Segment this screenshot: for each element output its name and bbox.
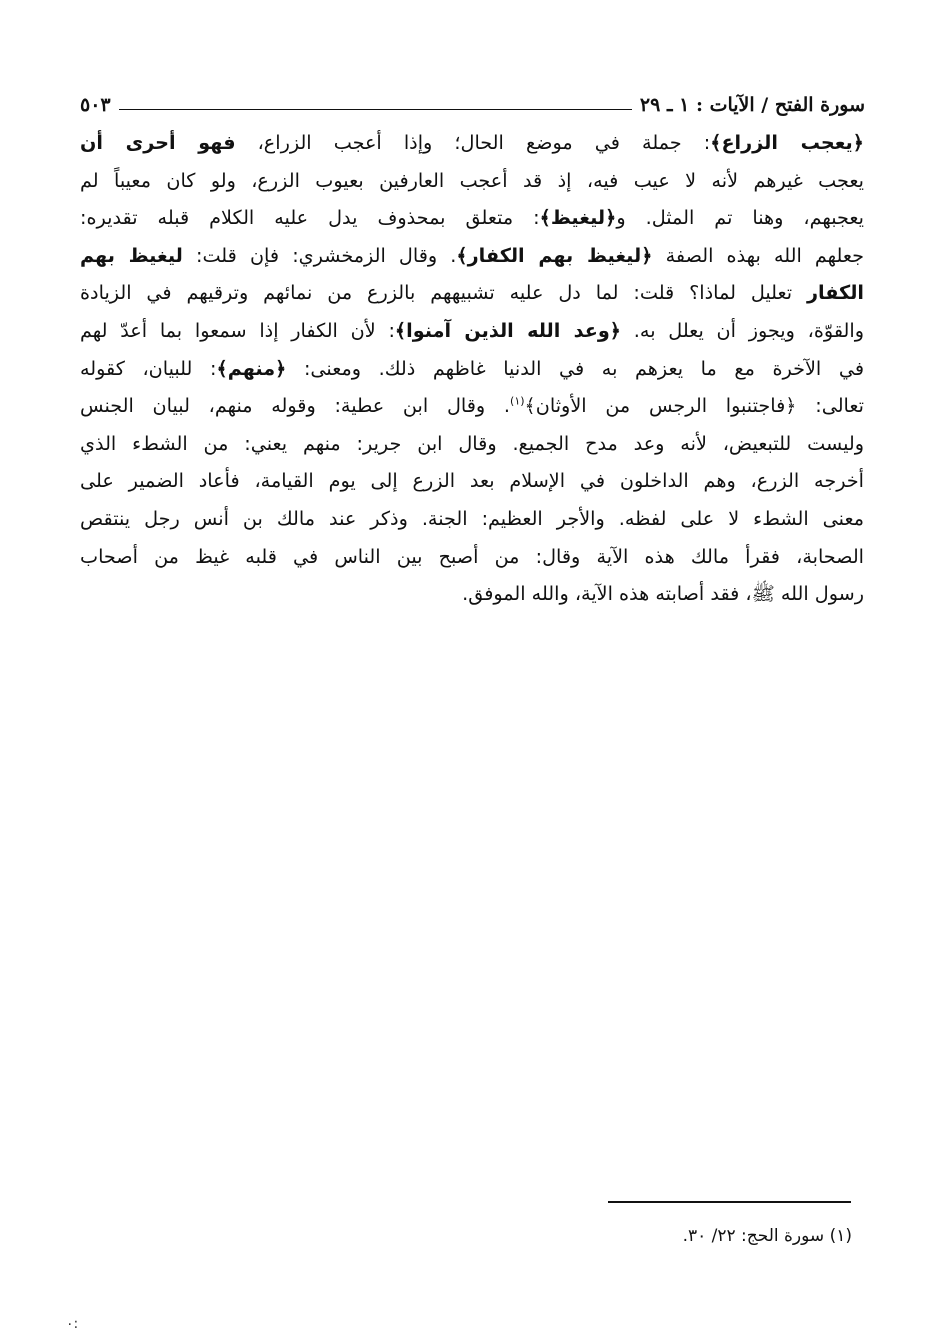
text-line (80, 274, 864, 312)
text-line (80, 162, 864, 200)
header-rule (119, 109, 632, 110)
text-segment: جعلهم الله بهذه الصفة (652, 243, 864, 267)
page-number: ٥٠٣ (80, 94, 111, 116)
text-line (80, 387, 864, 425)
text-segment: ﴿فاجتنبوا الرجس من الأوثان﴾ (524, 394, 797, 418)
text-line (80, 312, 864, 350)
emphasized-phrase: ﴿يعجب الزراع﴾ (710, 131, 864, 154)
text-line (80, 425, 864, 463)
footnote-separator (608, 1201, 851, 1203)
footnote: (١) سورة الحج: ٢٢/ ٣٠. (682, 1226, 852, 1246)
emphasized-phrase: الكفار (806, 281, 864, 305)
text-segment: : متعلق بمحذوف يدل عليه الكلام قبله تقديره: (80, 206, 540, 230)
running-header (80, 80, 865, 116)
text-segment: وليست للتبعيض، لأنه وعد مدح الجميع. وقال ابن جرير: منهم يعني: من الشطء الذي (80, 431, 864, 455)
text-segment: الصحابة، فقرأ مالك هذه الآية وقال: من أصبح بين الناس في قلبه غيظ من أصحاب (80, 544, 864, 568)
text-segment: أخرجه الزرع، وهم الداخلون في الإسلام بعد الزرع إلى يوم القيامة، فأعاد الضمير على (80, 469, 864, 493)
text-segment: . وقال ابن عطية: وقوله منهم، لبيان الجنس (80, 394, 511, 418)
text-line (80, 500, 864, 538)
text-line (80, 199, 864, 237)
emphasized-phrase: ﴿ليغيظ﴾ (539, 206, 617, 230)
text-segment: في الآخرة مع ما يعزهم به في الدنيا غاظهم ذلك. ومعنى: (286, 356, 864, 380)
text-line (80, 575, 864, 613)
text-line (80, 538, 864, 576)
text-segment: رسول الله ﷺ، فقد أصابته هذه الآية، والله الموفق. (462, 582, 864, 606)
text-segment: : لأن الكفار إذا سمعوا بما أعدّ لهم (80, 318, 395, 342)
text-line (80, 350, 864, 388)
text-segment: يعجبهم، وهنا تم المثل. و (616, 206, 864, 230)
text-segment: : جملة في موضع الحال؛ وإذا أعجب الزراع، (235, 131, 711, 154)
emphasized-phrase: ﴿ليغيظ بهم الكفار﴾ (456, 243, 653, 267)
emphasized-phrase: ﴿منهم﴾ (216, 356, 287, 380)
main-text (80, 124, 864, 613)
text-segment: . وقال الزمخشري: فإن قلت: (182, 243, 457, 267)
text-segment: يعجب غيرهم لأنه لا عيب فيه، إذ قد أعجب العارفين بعيوب الزرع، ولو كان معيباً لم (80, 168, 864, 192)
text-segment: تعالى: (796, 394, 864, 418)
text-segment: معنى الشطء لا على لفظه. والأجر العظيم: الجنة. وذكر عند مالك بن أنس رجل ينتقص (80, 506, 864, 530)
text-line (80, 237, 864, 275)
footnote-marker: (١) (510, 394, 525, 408)
text-segment: تعليل لماذا؟ قلت: لما دل عليه تشبيههم بالزرع من نمائهم وترقيهم في الزيادة (80, 281, 807, 305)
corner-mark: ٠: (66, 1316, 79, 1332)
emphasized-phrase: ﴿وعد الله الذين آمنوا﴾ (394, 318, 622, 342)
text-line (80, 124, 864, 162)
text-line (80, 462, 864, 500)
emphasized-phrase: فهو أحرى أن (80, 131, 236, 154)
emphasized-phrase: ليغيظ بهم (80, 243, 183, 267)
text-segment: : للبيان، كقوله (80, 356, 217, 380)
header-title: سورة الفتح / الآيات : ١ ـ ٢٩ (639, 94, 865, 116)
text-segment: والقوّة، ويجوز أن يعلل به. (621, 318, 864, 342)
